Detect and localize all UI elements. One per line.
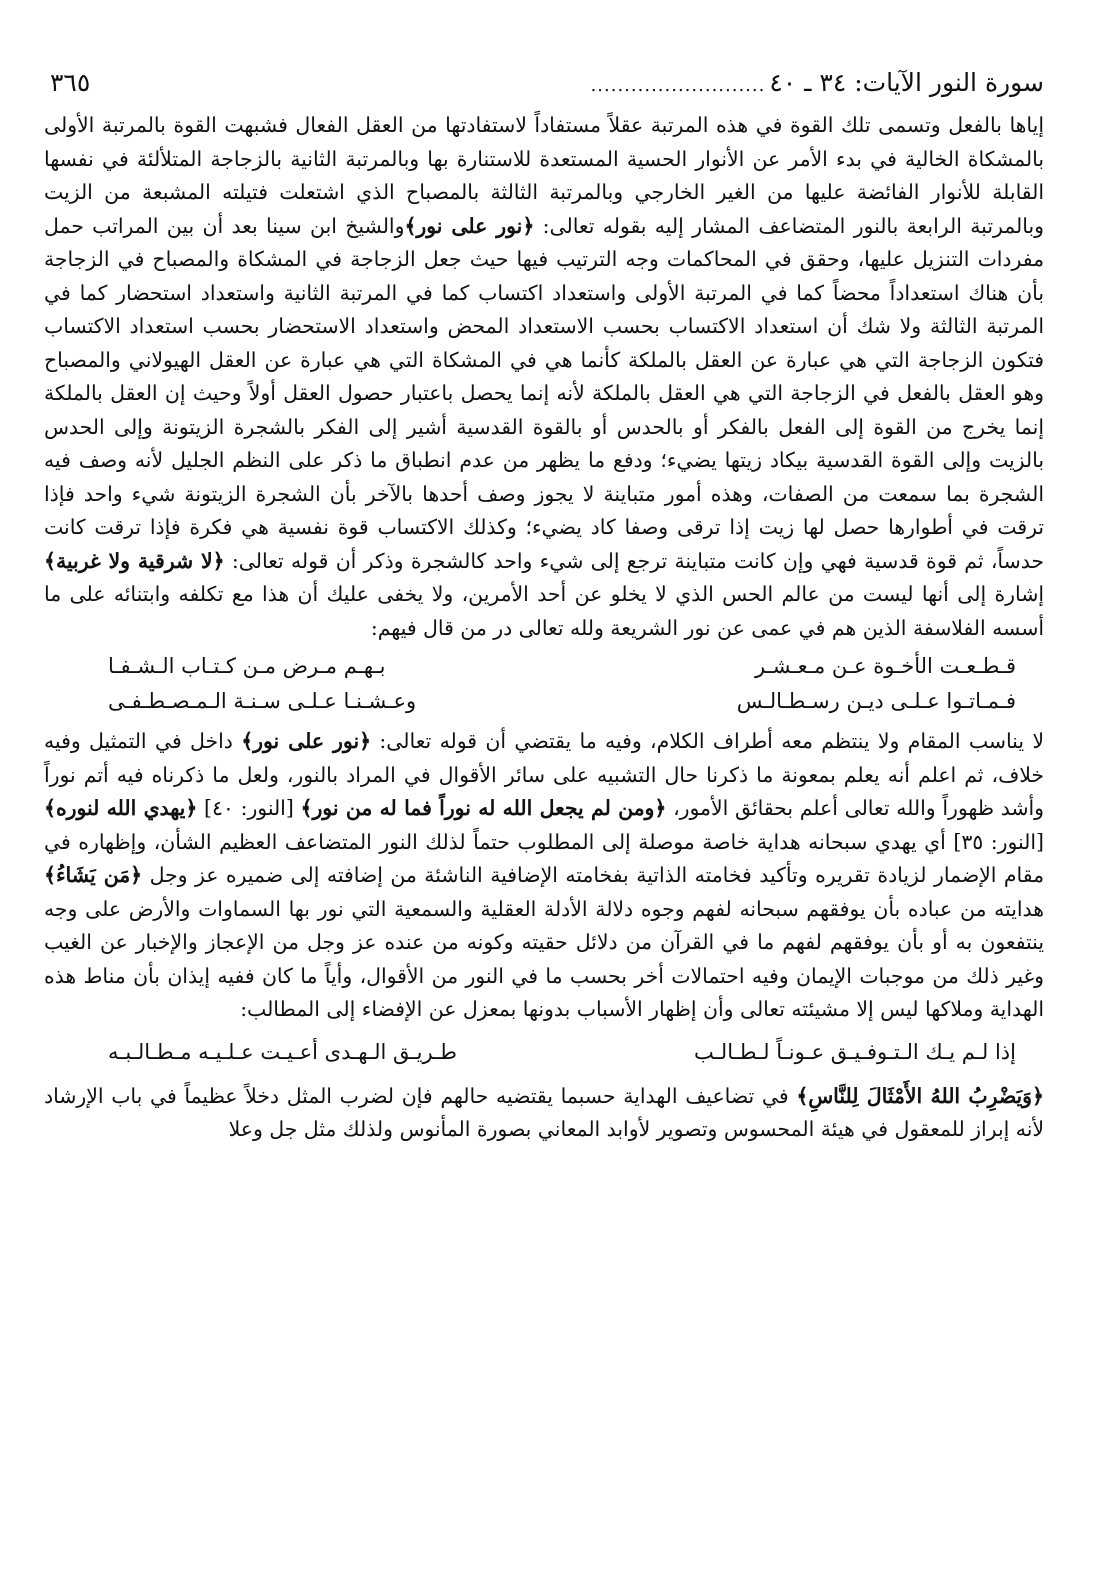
paragraph-text: [النور: ٣٥] أي يهدي سبحانه هداية خاصة موصلة إلى المطلوب حتماً لذلك النور المتضاعف العظيم الشأن، وإظهاره في مقام الإضمار لزيادة تقريره وتأكيد فخامته الذاتية بفخامته الإضافية الناشئة من إضافته إلى ضميره عز وجل bbox=[44, 829, 1044, 887]
quran-quote: ﴿يهدي الله لنوره﴾ bbox=[44, 796, 198, 820]
paragraph-text: والشيخ ابن سينا بعد أن بين المراتب حمل مفردات التنزيل عليها، وحقق في المحاكمات وجه الترتيب فيها حيث جعل الزجاجة في المشكاة والمصباح في الزجاجة بأن هناك استعداداً محضاً كما في المرتبة الأولى واستعداد اكتساب كما في المرتبة الثانية واستعداد استحضار كما في المرتبة الثالثة ولا شك أن استعداد الاكتساب بحسب الاستعداد المحض واستعداد الاستحضار بحسب استعداد الاكتساب فتكون الزجاجة التي هي عبارة عن العقل بالملكة كأنما هي في المشكاة التي هي عبارة عن العقل الهيولاني والمصباح وهو العقل بالفعل في الزجاجة التي هي العقل بالملكة لأنه إنما يحصل باعتبار حصول العقل أولاً وحيث إن العقل بالملكة إنما يخرج من القوة إلى الفعل بالفكر أو بالحدس أو بالقوة القدسية أشير إلى الفكر بالشجرة الزيتونة وإلى الحدس بالزيت وإلى القوة القدسية بيكاد زيتها يضيء؛ ودفع ما يظهر من عدم انطباق ما ذكر على النظم الجليل لأنه وصف فيه الشجرة بما سمعت من الصفات، وهذه أمور متباينة لا يجوز وصف أحدها بالآخر بأن الشجرة الزيتونة شيء واحد فإذا ترقت في أطوارها حصل لها زيت إذا ترقى وصفا كاد يضيء؛ وكذلك الاكتساب قوة نفسية هي فكرة فإذا ترقت كانت حدساً، ثم قوة قدسية فهي وإن كانت متباينة ترجع إلى شيء واحد كالشجرة وذكر أن قوله تعالى: bbox=[44, 213, 1045, 573]
paragraph-text: إياها بالفعل وتسمى تلك القوة في هذه المرتبة عقلاً مستفاداً لاستفادتها من العقل الفعال فشبهت القوة بالمرتبة الأولى بالمشكاة الخالية في بدء الأمر عن الأنوار الحسية المستعدة للاستنارة بها وبالمرتبة الثانية بالزجاجة المتلألئة في نفسها القابلة للأنوار الفائضة عليها من الغير الخارجي وبالمرتبة الثالثة بالمصباح الذي اشتعلت فتيلته المشبعة من الزيت وبالمرتبة الرابعة بالنور المتضاعف المشار إليه بقوله تعالى: bbox=[44, 113, 1044, 238]
surah-header-title: سورة النور الآيات: ٣٤ ـ ٤٠ bbox=[769, 68, 1044, 97]
quran-quote: ﴿ومن لم يجعل الله له نوراً فما له من نور﴾ bbox=[300, 796, 667, 820]
running-header bbox=[44, 62, 1044, 104]
poem-verse bbox=[44, 649, 1044, 684]
page bbox=[44, 62, 1044, 1147]
poem-verse bbox=[44, 1035, 1044, 1070]
poem bbox=[44, 649, 1044, 719]
quran-quote: ﴿مَن يَشَاءُ﴾ bbox=[44, 863, 143, 887]
quran-quote: ﴿نور على نور﴾ bbox=[241, 729, 372, 753]
paragraph-text: [النور: ٤٠] bbox=[197, 796, 301, 820]
paragraph-text: لا يناسب المقام ولا ينتظم معه أطراف الكلام، وفيه ما يقتضي أن قوله تعالى: bbox=[371, 729, 1044, 753]
paragraph-text: هدايته من عباده بأن يوفقهم سبحانه لفهم وجوه دلالة الأدلة العقلية والسمعية التي نور بها السماوات والأرض على وجه ينتفعون به أو بأن يوفقهم لفهم ما في القرآن من دلائل حقيته وكونه من عنده عز وجل من الإعجاز والإخبار عن الغيب وغير ذلك من موجبات الإيمان وفيه احتمالات أخر بحسب ما في النور من الأقوال، وأياً ما كان ففيه إيذان بأن مناط هذه الهداية وملاكها ليس إلا مشيئته تعالى وأن إظهار الأسباب بدونها بمعزل عن الإفضاء إلى المطالب: bbox=[44, 896, 1044, 1021]
poem-hemistich-second: بـهـم مـرض مـن كـتـاب الـشـفـا bbox=[108, 654, 386, 678]
paragraph bbox=[44, 109, 1044, 645]
page-number: ٣٦٥ bbox=[50, 68, 91, 97]
quran-quote: ﴿لا شرقية ولا غربية﴾ bbox=[44, 548, 225, 573]
paragraph-text: إشارة إلى أنها ليست من عالم الحس الذي لا يخلو عن أحد الأمرين، ولا يخفى عليك أن هذا مع تكلفه وابتنائه على ما أسسه الفلاسفة الذين هم في عمى عن نور الشريعة ولله تعالى در من قال فيهم: bbox=[44, 582, 1044, 640]
header-leader-dots: .......................... bbox=[590, 75, 766, 96]
poem-hemistich-second: وعـشـنـا عـلـى سـنـة الـمـصـطـفـى bbox=[108, 689, 417, 713]
poem-hemistich-first: قـطـعـت الأخـوة عـن مـعـشـر bbox=[755, 654, 1016, 678]
paragraph bbox=[44, 725, 1044, 1027]
poem-hemistich-second: طـريـق الـهـدى أعـيـت عـلـيـه مـطـالـبـه bbox=[108, 1039, 457, 1064]
poem-hemistich-first: إذا لـم يـك الـتـوفـيـق عـونـاً لـطـالـب bbox=[694, 1039, 1016, 1064]
quran-quote: ﴿وَيَضْرِبُ اللهُ الأَمْثَالَ لِلنَّاسِ﴾ bbox=[796, 1083, 1044, 1108]
paragraph bbox=[44, 1080, 1044, 1147]
body-text bbox=[44, 109, 1044, 1147]
poem-hemistich-first: فـمـاتـوا عـلـى ديـن رسـطـالـس bbox=[736, 689, 1016, 713]
poem bbox=[44, 1035, 1044, 1070]
poem-verse bbox=[44, 684, 1044, 719]
paragraph-text: في تضاعيف الهداية حسبما يقتضيه حالهم فإن لضرب المثل دخلاً عظيماً في باب الإرشاد لأنه إبراز للمعقول في هيئة المحسوس وتصوير لأوابد المعاني بصورة المأنوس ولذلك مثل جل وعلا bbox=[44, 1083, 1044, 1141]
paragraph-text: داخل في التمثيل وفيه خلاف، ثم اعلم أنه يعلم بمعونة ما ذكرنا حال التشبيه على سائر الأقوال في المراد بالنور، ولعل ما ذكرناه فيه أتم نوراً وأشد ظهوراً والله تعالى أعلم بحقائق الأمور، bbox=[44, 729, 1045, 820]
quran-quote: ﴿نور على نور﴾ bbox=[404, 213, 535, 238]
